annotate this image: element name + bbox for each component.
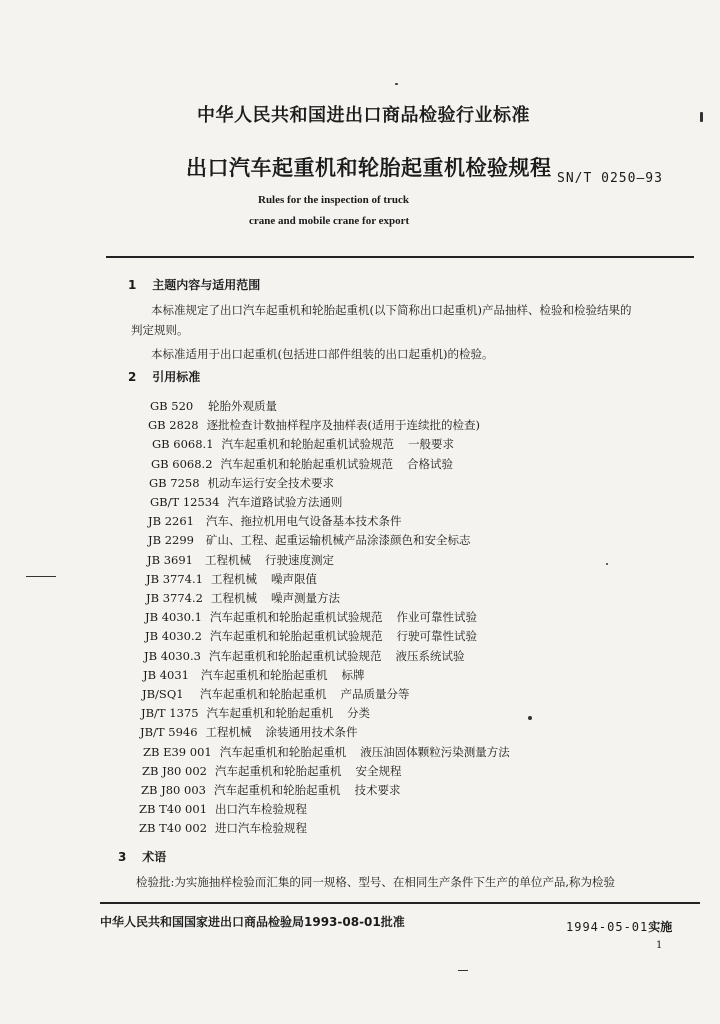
reference-title: 进口汽车检验规程 [215,821,308,836]
section-1-heading [128,276,260,293]
section-3-heading [118,848,166,865]
reference-title: 汽车起重机和轮胎起重机 [219,744,347,759]
header-divider [106,256,694,258]
scan-speck [700,112,703,122]
reference-code: JB 2299 [148,533,194,548]
reference-code: GB 2828 [148,418,199,433]
reference-code: JB 4030.3 [144,648,201,663]
reference-title: 合格试验 [407,456,454,471]
reference-title: 汽车起重机和轮胎起重机试验规范 [209,610,383,625]
reference-title: 技术要求 [354,783,401,797]
reference-item [151,456,467,472]
section-1-paragraph-1-line-1: 本标准规定了出口汽车起重机和轮胎起重机(以下简称出口起重机)产品抽样、检验和检验结果的 [151,303,632,317]
reference-item [150,494,356,510]
reference-code: JB/T 5946 [140,725,198,740]
scan-speck [26,576,56,577]
reference-code: JB 3691 [147,552,193,567]
reference-title: 液压系统试验 [395,648,465,663]
footer-divider [100,902,700,904]
reference-item [143,744,524,760]
reference-code: ZB J80 003 [141,783,206,797]
reference-title: 工程机械 [205,725,252,740]
reference-title: 矿山、工程、起重运输机械产品涂漆颜色和安全标志 [206,533,471,548]
reference-item [148,532,485,548]
reference-title: 汽车起重机和轮胎起重机 [213,783,341,797]
reference-code: ZB J80 002 [142,763,207,778]
reference-title: 汽车道路试验方法通则 [227,495,343,509]
scan-speck [528,716,532,720]
reference-code: GB/T 12534 [150,495,220,509]
reference-code: JB 2261 [148,514,194,529]
reference-title: 汽车、拖拉机用电气设备基本技术条件 [206,514,402,529]
reference-title: 汽车起重机和轮胎起重机 [214,763,342,778]
reference-item [143,667,379,683]
standard-number: SN/T 0250—93 [557,171,663,186]
implementation-date: 1994-05-01 [566,920,649,934]
reference-title: 作业可靠性试验 [396,610,477,625]
reference-item [140,724,372,740]
english-title-line-1: Rules for the inspection of truck [258,194,410,206]
reference-title: 噪声测量方法 [270,591,340,605]
implementation-label: 实施 [648,920,673,934]
reference-item [139,801,321,817]
section-title: 术语 [142,850,167,864]
reference-title: 产品质量分等 [340,687,410,701]
section-number: 1 [128,278,137,292]
reference-title: 工程机械 [210,571,257,586]
reference-code: ZB T40 001 [139,802,208,817]
implementation-statement [566,918,672,935]
reference-code: JB 3774.2 [146,591,203,605]
reference-title: 汽车起重机和轮胎起重机试验规范 [209,629,383,644]
reference-item [145,628,491,644]
reference-title: 汽车起重机和轮胎起重机 [201,667,328,682]
reference-item [148,417,494,433]
reference-title: 汽车起重机和轮胎起重机试验规范 [220,456,394,471]
reference-code: JB 4030.1 [145,610,202,625]
reference-code: GB 6068.1 [152,437,214,452]
reference-title: 逐批检查计数抽样程序及抽样表(适用于连续批的检查) [206,418,481,433]
reference-code: JB 4030.2 [145,629,202,644]
reference-code: JB/T 1375 [141,706,199,721]
reference-title: 汽车起重机和轮胎起重机试验规范 [221,437,395,452]
reference-code: JB 4031 [143,667,189,682]
reference-title: 工程机械 [210,591,257,605]
english-title-line-2: crane and mobile crane for export [249,215,410,227]
reference-code: ZB E39 001 [143,744,212,759]
document-title: 出口汽车起重机和轮胎起重机检验规程 [186,156,552,180]
reference-title: 行驶可靠性试验 [396,629,477,644]
standard-category-heading: 中华人民共和国进出口商品检验行业标准 [197,105,530,126]
reference-title: 分类 [347,706,371,721]
reference-code: ZB T40 002 [139,821,208,836]
section-title: 引用标准 [152,370,201,384]
reference-title: 涂装通用技术条件 [265,725,358,740]
section-3-paragraph-1: 检验批:为实施抽样检验而汇集的同一规格、型号、在相同生产条件下生产的单位产品,称为检验 [136,875,616,889]
page-number: 1 [656,940,663,951]
scan-speck [458,970,468,971]
reference-item [147,552,348,568]
reference-code: GB 7258 [149,475,200,490]
reference-code: JB 3774.1 [146,571,203,586]
reference-item [142,686,424,702]
reference-code: JB/SQ1 [142,687,184,701]
section-2-heading [128,368,200,385]
reference-title: 汽车起重机和轮胎起重机 [206,706,334,721]
reference-item [144,648,478,664]
reference-code: GB 6068.2 [151,456,213,471]
reference-title: 噪声限值 [270,571,317,586]
reference-title: 轮胎外观质量 [208,399,277,413]
scan-speck [606,563,608,565]
reference-item [149,475,348,491]
section-number: 2 [128,370,137,384]
section-1-paragraph-2: 本标准适用于出口起重机(包括进口部件组装的出口起重机)的检验。 [151,347,494,361]
section-1-paragraph-1-line-2: 判定规则。 [131,323,189,337]
reference-title: 一般要求 [408,437,455,452]
reference-title: 行驶速度测定 [265,552,334,567]
section-number: 3 [118,850,127,864]
reference-code: GB 520 [150,399,194,413]
approval-statement: 中华人民共和国国家进出口商品检验局1993-08-01批准 [100,915,405,929]
reference-item [141,782,414,798]
reference-item [139,820,321,836]
reference-item [145,609,491,625]
reference-item [146,571,331,587]
reference-item [150,398,291,414]
reference-title: 液压油固体颗粒污染测量方法 [360,744,510,759]
reference-title: 标牌 [341,667,365,682]
reference-item [152,436,468,452]
reference-title: 出口汽车检验规程 [215,802,308,817]
reference-item [141,705,384,721]
reference-item [146,590,354,606]
reference-title: 安全规程 [355,763,402,778]
reference-item [148,513,416,529]
reference-title: 汽车起重机和轮胎起重机 [200,687,327,701]
reference-title: 机动车运行安全技术要求 [207,475,335,490]
section-title: 主题内容与适用范围 [152,278,261,292]
reference-title: 汽车起重机和轮胎起重机试验规范 [208,648,382,663]
reference-item [142,763,415,779]
reference-title: 工程机械 [205,552,251,567]
scan-speck [395,83,398,85]
